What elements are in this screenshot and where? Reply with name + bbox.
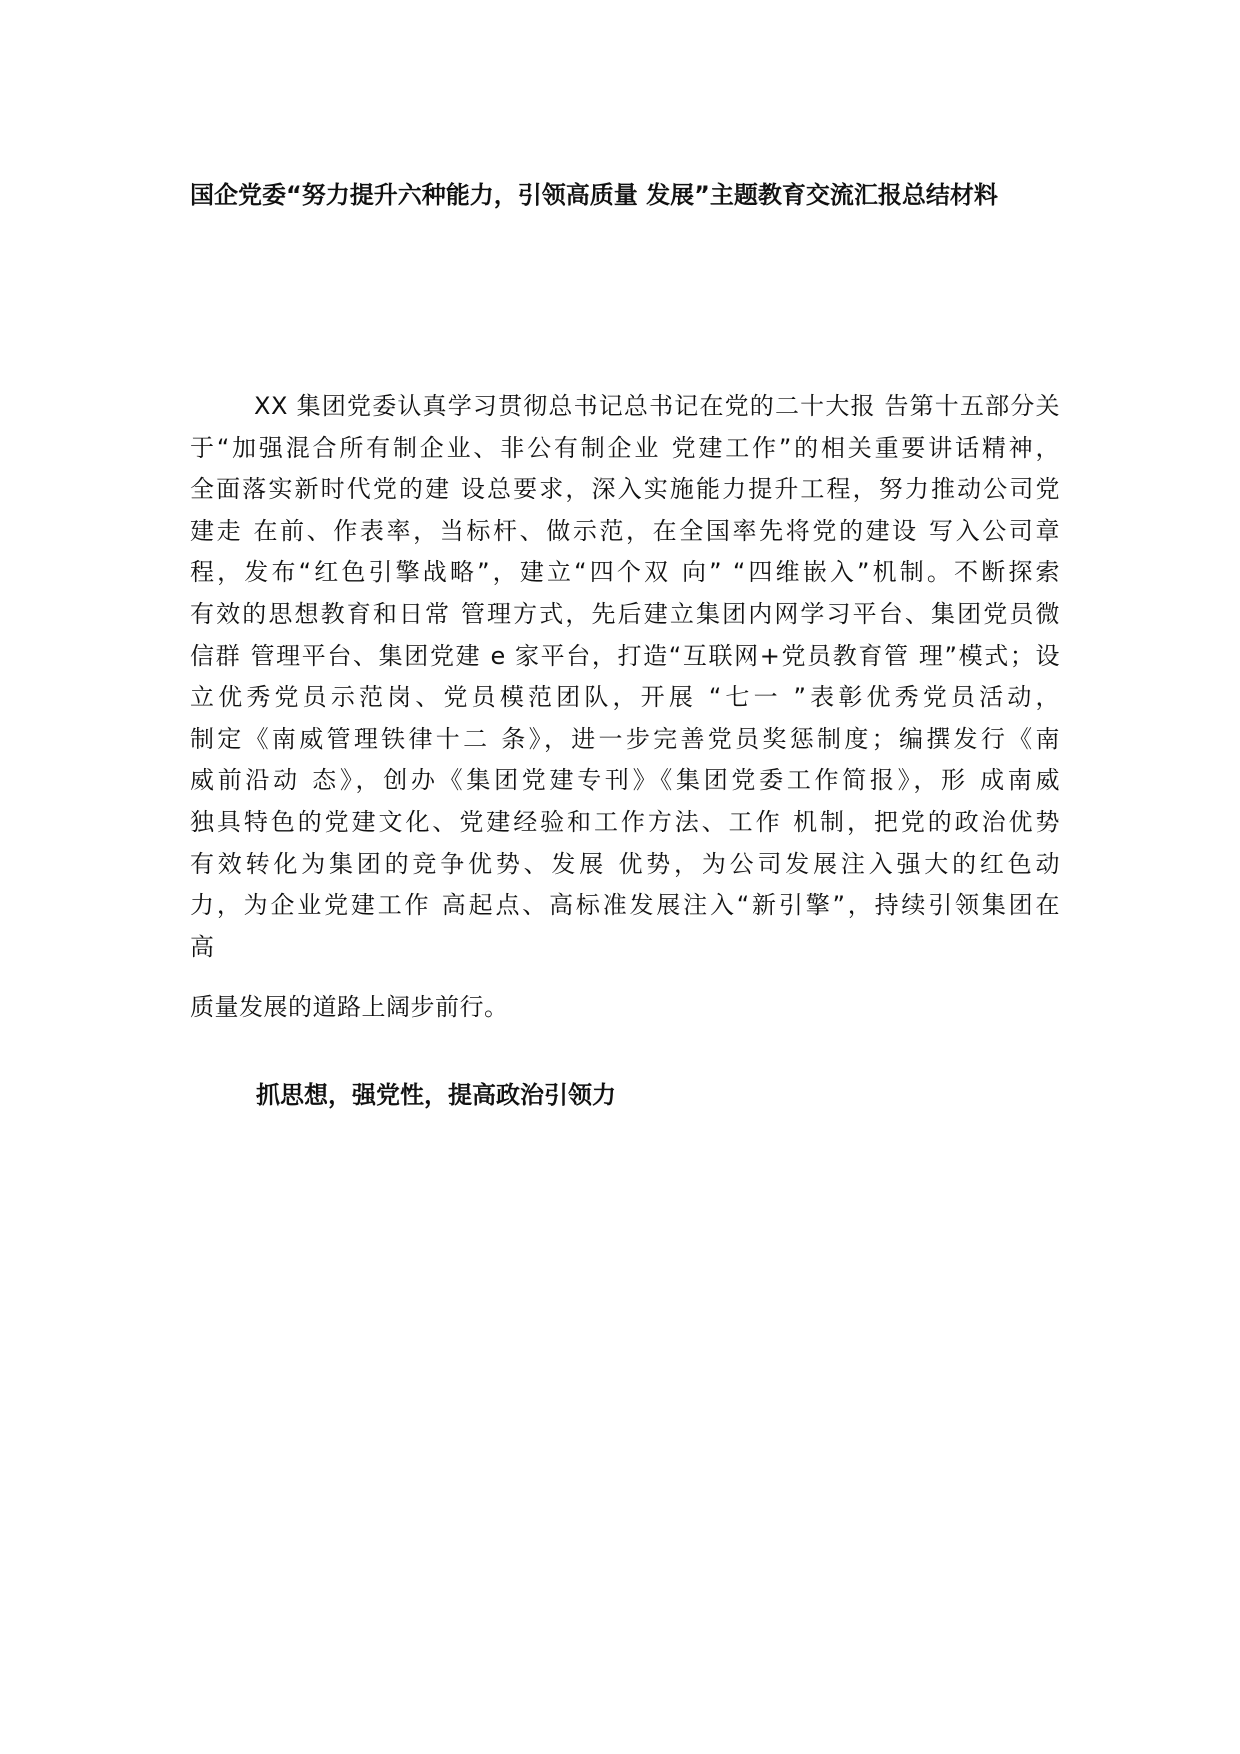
paragraph-line: 建走 在前、作表率，当标杆、做示范，在全国率先将党的建设 写入公司章 bbox=[190, 516, 1060, 545]
paragraph-line: 信群 管理平台、集团党建 e 家平台，打造“互联网+党员教育管 理”模式；设 bbox=[190, 641, 1060, 670]
paragraph-line: 力，为企业党建工作 高起点、高标准发展注入“新引擎”，持续引领集团在 bbox=[190, 891, 1060, 920]
paragraph-line: 威前沿动 态》，创办《集团党建专刊》《集团党委工作简报》，形 成南威 bbox=[190, 766, 1060, 795]
paragraph-line: 立优秀党员示范岗、党员模范团队，开展 “七一 ”表彰优秀党员活动， bbox=[190, 683, 1060, 712]
paragraph-line: 制定《南威管理铁律十二 条》，进一步完善党员奖惩制度；编撰发行《南 bbox=[190, 724, 1060, 753]
paragraph-line: 有效的思想教育和日常 管理方式，先后建立集团内网学习平台、集团党员微 bbox=[190, 599, 1060, 628]
paragraph-line: 独具特色的党建文化、党建经验和工作方法、工作 机制，把党的政治优势 bbox=[190, 807, 1060, 836]
body-paragraph bbox=[190, 386, 1060, 968]
paragraph-line: 全面落实新时代党的建 设总要求，深入实施能力提升工程，努力推动公司党 bbox=[190, 475, 1060, 504]
paragraph-line: 高 bbox=[190, 932, 215, 961]
paragraph-line: 于“加强混合所有制企业、非公有制企业 党建工作”的相关重要讲话精神， bbox=[190, 433, 1060, 462]
paragraph-line: 程，发布“红色引擎战略”，建立“四个双 向” “四维嵌入”机制。不断探索 bbox=[190, 558, 1060, 587]
section-heading: 抓思想，强党性，提高政治引领力 bbox=[256, 1081, 616, 1109]
document-title: 国企党委“努力提升六种能力，引领高质量 发展”主题教育交流汇报总结材料 bbox=[190, 181, 998, 209]
paragraph-line: 有效转化为集团的竞争优势、发展 优势，为公司发展注入强大的红色动 bbox=[190, 849, 1060, 878]
paragraph-tail: 质量发展的道路上阔步前行。 bbox=[190, 993, 509, 1021]
paragraph-line: XX 集团党委认真学习贯彻总书记总书记在党的二十大报 告第十五部分关 bbox=[254, 392, 1060, 420]
